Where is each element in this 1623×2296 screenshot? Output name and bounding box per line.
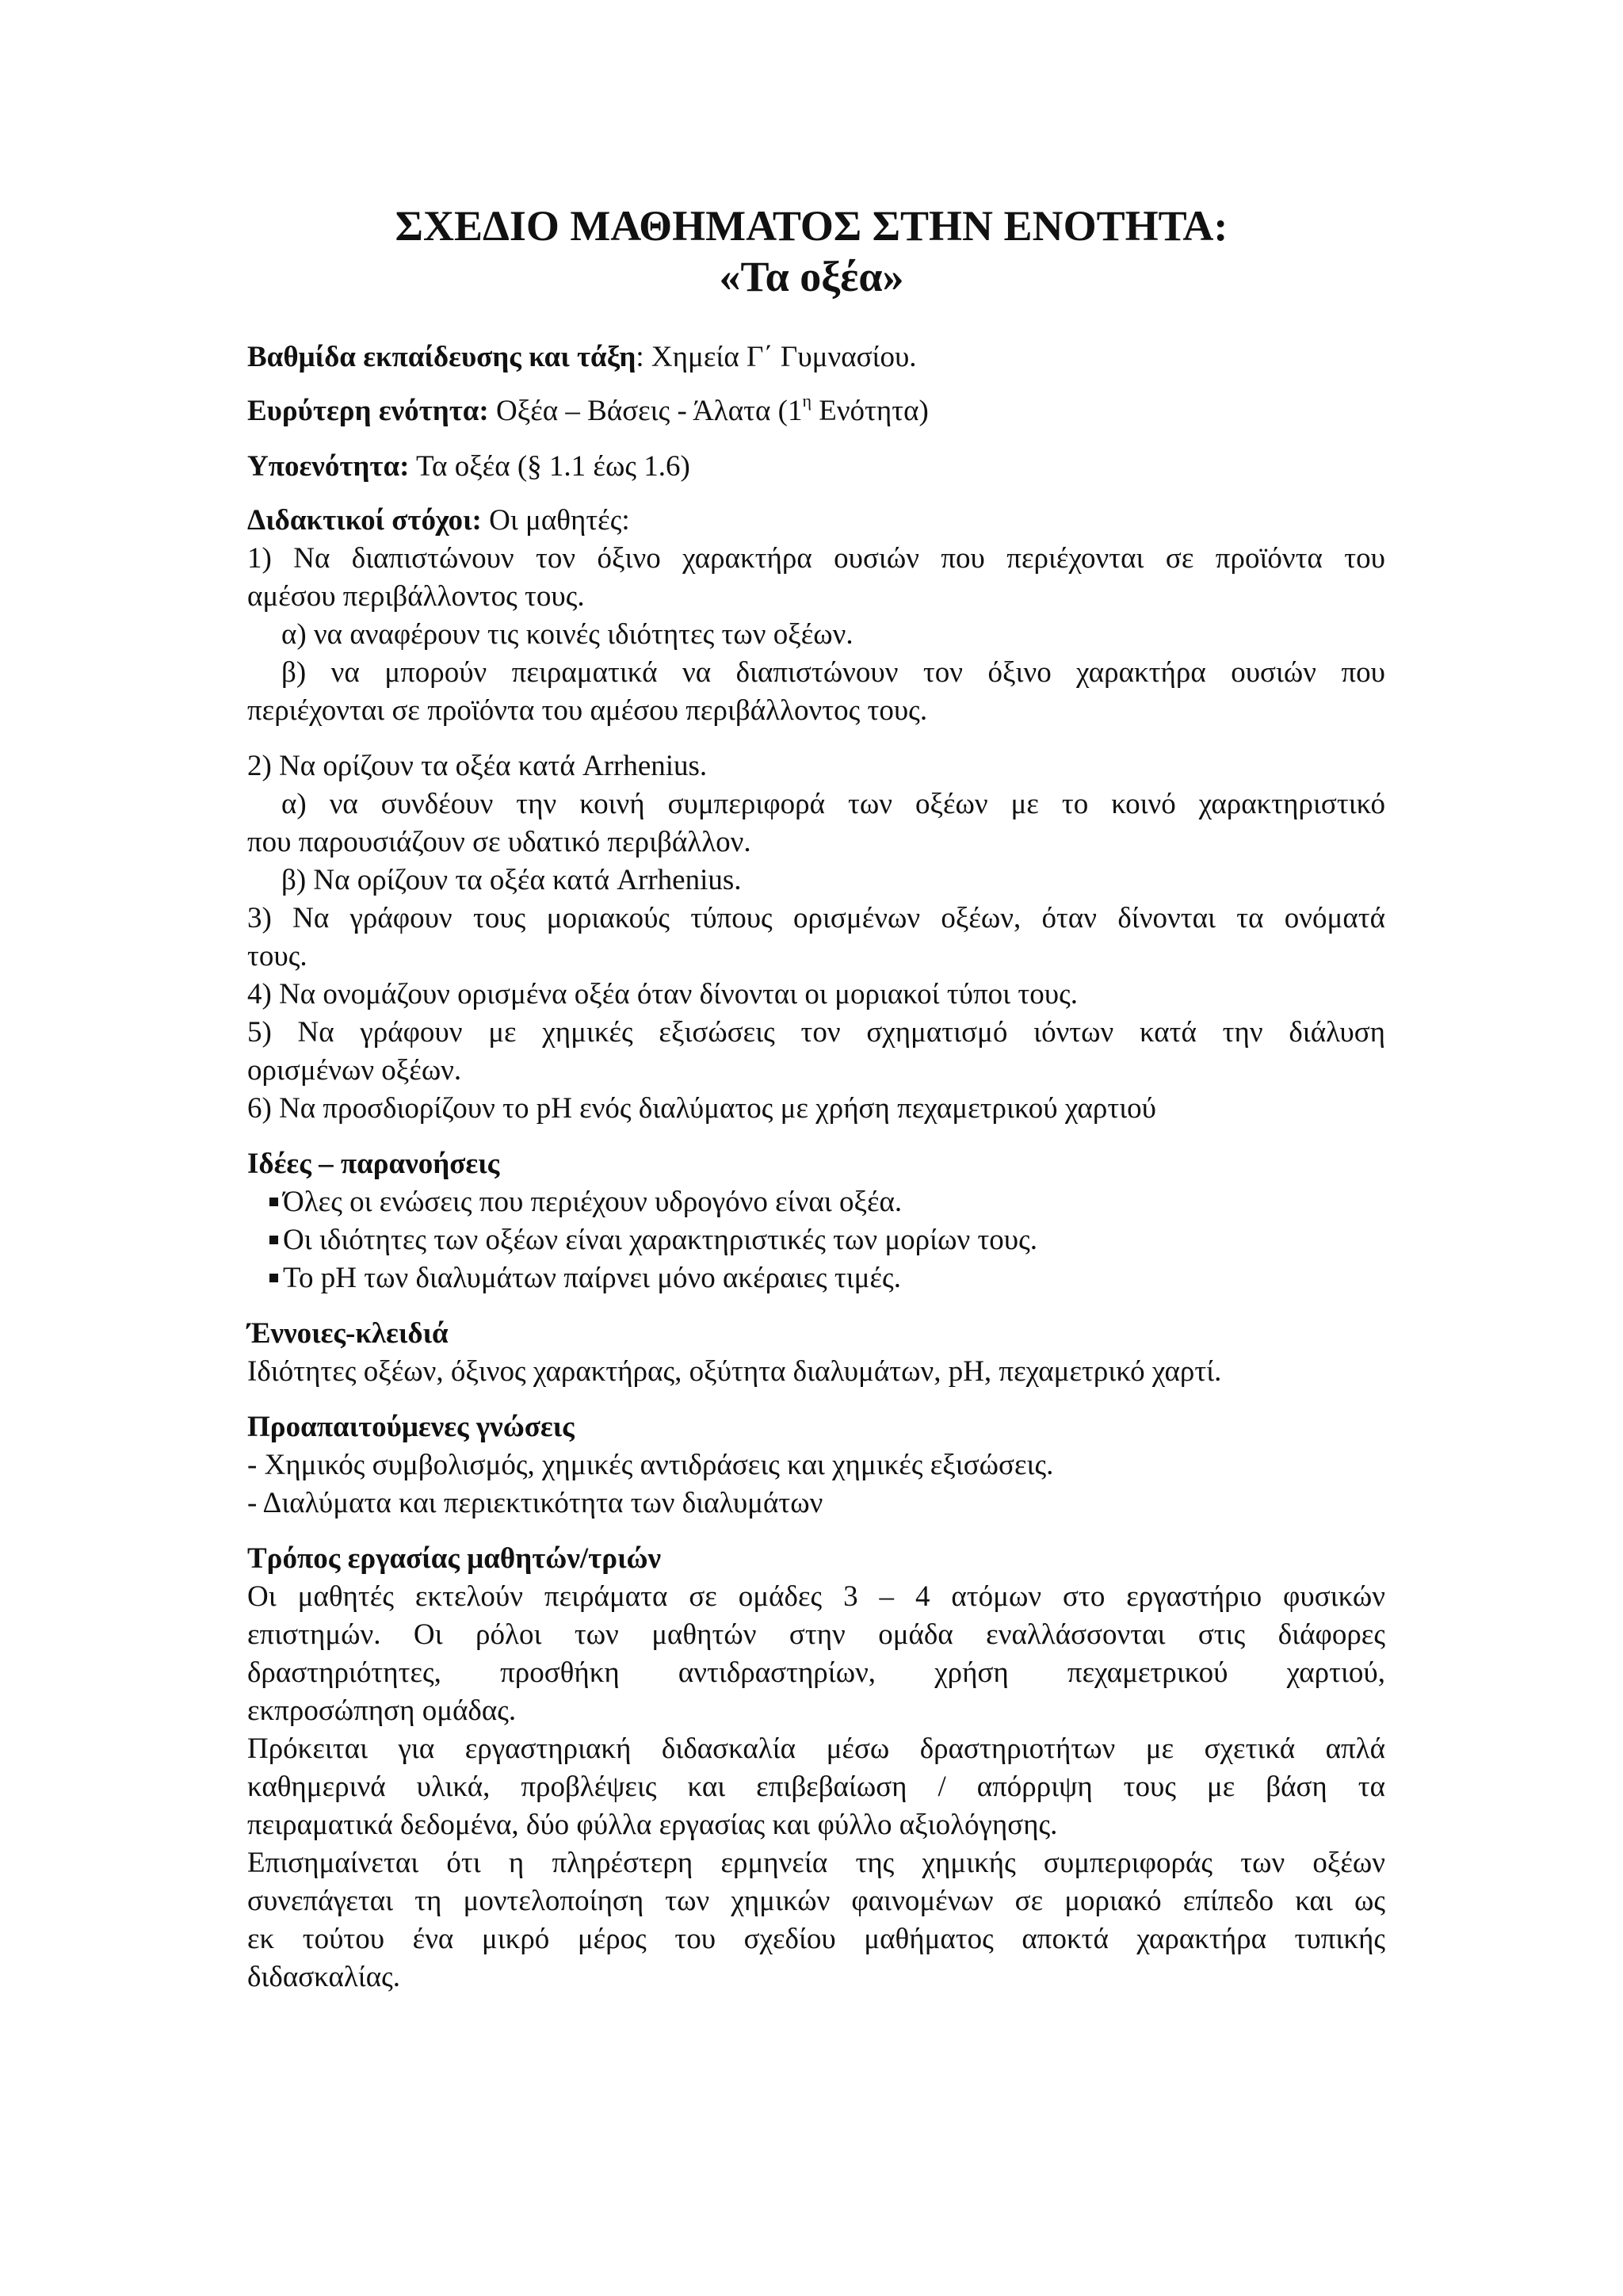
objective-line: β) να μπορούν πειραματικά να διαπιστώνουν τον όξινο χαρακτήρα ουσιών που — [281, 656, 1385, 689]
work-method-line: εκπροσώπηση ομάδας. — [247, 1694, 517, 1727]
work-method-line: Οι μαθητές εκτελούν πειράματα σε ομάδες 3 – 4 ατόμων στο εργαστήριο φυσικών — [247, 1580, 1385, 1613]
objective-line: 4) Να ονομάζουν ορισμένα οξέα όταν δίνονται οι μοριακοί τύποι τους. — [247, 978, 1078, 1010]
objective-line: ορισμένων οξέων. — [247, 1054, 462, 1087]
objective-line: 2) Να ορίζουν τα οξέα κατά Arrhenius. — [247, 750, 708, 782]
objectives-heading — [247, 502, 1385, 539]
meta-subunit — [247, 449, 1385, 485]
objective-line: β) Να ορίζουν τα οξέα κατά Arrhenius. — [281, 864, 742, 896]
misconception-text: Το pH των διαλυμάτων παίρνει μόνο ακέραιες τιμές. — [283, 1262, 901, 1294]
objective-line: αμέσου περιβάλλοντος τους. — [247, 580, 585, 613]
objectives-label: Διδακτικοί στόχοι: — [247, 504, 482, 537]
misconception-text: Οι ιδιότητες των οξέων είναι χαρακτηριστικές των μορίων τους. — [283, 1224, 1038, 1256]
meta-level-value: : Χημεία Γ΄ Γυμνασίου. — [636, 341, 917, 373]
misconception-item — [269, 1222, 1407, 1259]
work-method-line: συνεπάγεται τη μοντελοποίηση των χημικών φαινομένων σε μοριακό επίπεδο και ως — [247, 1885, 1385, 1917]
work-method-line: Επισημαίνεται ότι η πληρέστερη ερμηνεία της χημικής συμπεριφοράς των οξέων — [247, 1847, 1385, 1879]
title-line-2: «Τα οξέα» — [719, 253, 904, 300]
meta-unit-value-sup: η — [802, 390, 812, 411]
misconception-text: Όλες οι ενώσεις που περιέχουν υδρογόνο είναι οξέα. — [283, 1186, 903, 1218]
prerequisite-item: - Χημικός συμβολισμός, χημικές αντιδράσεις και χημικές εξισώσεις. — [247, 1449, 1054, 1481]
meta-unit-label: Ευρύτερη ενότητα: — [247, 395, 489, 427]
work-method-line: Πρόκειται για εργαστηριακή διδασκαλία μέσω δραστηριοτήτων με σχετικά απλά — [247, 1733, 1385, 1765]
objective-line: που παρουσιάζουν σε υδατικό περιβάλλον. — [247, 826, 751, 858]
key-concepts-text: Ιδιότητες οξέων, όξινος χαρακτήρας, οξύτητα διαλυμάτων, pH, πεχαμετρικό χαρτί. — [247, 1355, 1222, 1388]
work-method-line: πειραματικά δεδομένα, δύο φύλλα εργασίας και φύλλο αξιολόγησης. — [247, 1809, 1058, 1841]
key-concepts-heading: Έννοιες-κλειδιά — [247, 1317, 449, 1350]
objective-line: 5) Να γράφουν με χημικές εξισώσεις τον σχηματισμό ιόντων κατά την διάλυση — [247, 1016, 1385, 1049]
objective-line: 1) Να διαπιστώνουν τον όξινο χαρακτήρα ουσιών που περιέχονται σε προϊόντα του — [247, 542, 1385, 575]
objective-line: τους. — [247, 940, 307, 972]
title-line-1: ΣΧΕΔΙΟ ΜΑΘΗΜΑΤΟΣ ΣΤΗΝ ΕΝΟΤΗΤΑ: — [395, 202, 1228, 250]
objectives-intro: Οι μαθητές: — [481, 504, 630, 537]
meta-unit-value-pre: Οξέα – Βάσεις - Άλατα (1 — [488, 395, 803, 427]
square-bullet-icon — [269, 1236, 278, 1244]
meta-level-label: Βαθμίδα εκπαίδευσης και τάξη — [247, 341, 636, 373]
work-method-line: διδασκαλίας. — [247, 1961, 401, 1993]
work-method-line: καθημερινά υλικά, προβλέψεις και επιβεβαίωση / απόρριψη τους με βάση τα — [247, 1771, 1385, 1803]
objective-line: α) να συνδέουν την κοινή συμπεριφορά των οξέων με το κοινό χαρακτηριστικό — [281, 788, 1385, 820]
square-bullet-icon — [269, 1274, 278, 1282]
misconception-item — [269, 1260, 1407, 1297]
meta-subunit-label: Υποενότητα: — [247, 450, 410, 483]
objective-line: 3) Να γράφουν τους μοριακούς τύπους ορισμένων οξέων, όταν δίνονται τα ονόματά — [247, 902, 1385, 934]
meta-level — [247, 339, 1385, 376]
meta-unit-value-post: Ενότητα) — [811, 395, 929, 427]
work-method-line: επιστημών. Οι ρόλοι των μαθητών στην ομάδα εναλλάσσονται στις διάφορες — [247, 1618, 1385, 1651]
meta-unit — [247, 390, 1385, 430]
objective-line: 6) Να προσδιορίζουν το pH ενός διαλύματος με χρήση πεχαμετρικού χαρτιού — [247, 1092, 1156, 1125]
meta-subunit-value: Τα οξέα (§ 1.1 έως 1.6) — [409, 450, 690, 483]
work-method-line: εκ τούτου ένα μικρό μέρος του σχεδίου μαθήματος αποκτά χαρακτήρα τυπικής — [247, 1923, 1385, 1955]
square-bullet-icon — [269, 1198, 278, 1206]
work-method-line: δραστηριότητες, προσθήκη αντιδραστηρίων, χρήση πεχαμετρικού χαρτιού, — [247, 1656, 1385, 1689]
work-method-heading: Τρόπος εργασίας μαθητών/τριών — [247, 1542, 662, 1575]
prerequisite-item: - Διαλύματα και περιεκτικότητα των διαλυμάτων — [247, 1487, 823, 1519]
objective-line: α) να αναφέρουν τις κοινές ιδιότητες των οξέων. — [281, 618, 854, 651]
misconceptions-heading: Ιδέες – παρανοήσεις — [247, 1148, 500, 1180]
misconception-item — [269, 1184, 1407, 1221]
objective-line: περιέχονται σε προϊόντα του αμέσου περιβάλλοντος τους. — [247, 694, 928, 727]
prerequisites-heading: Προαπαιτούμενες γνώσεις — [247, 1411, 575, 1443]
